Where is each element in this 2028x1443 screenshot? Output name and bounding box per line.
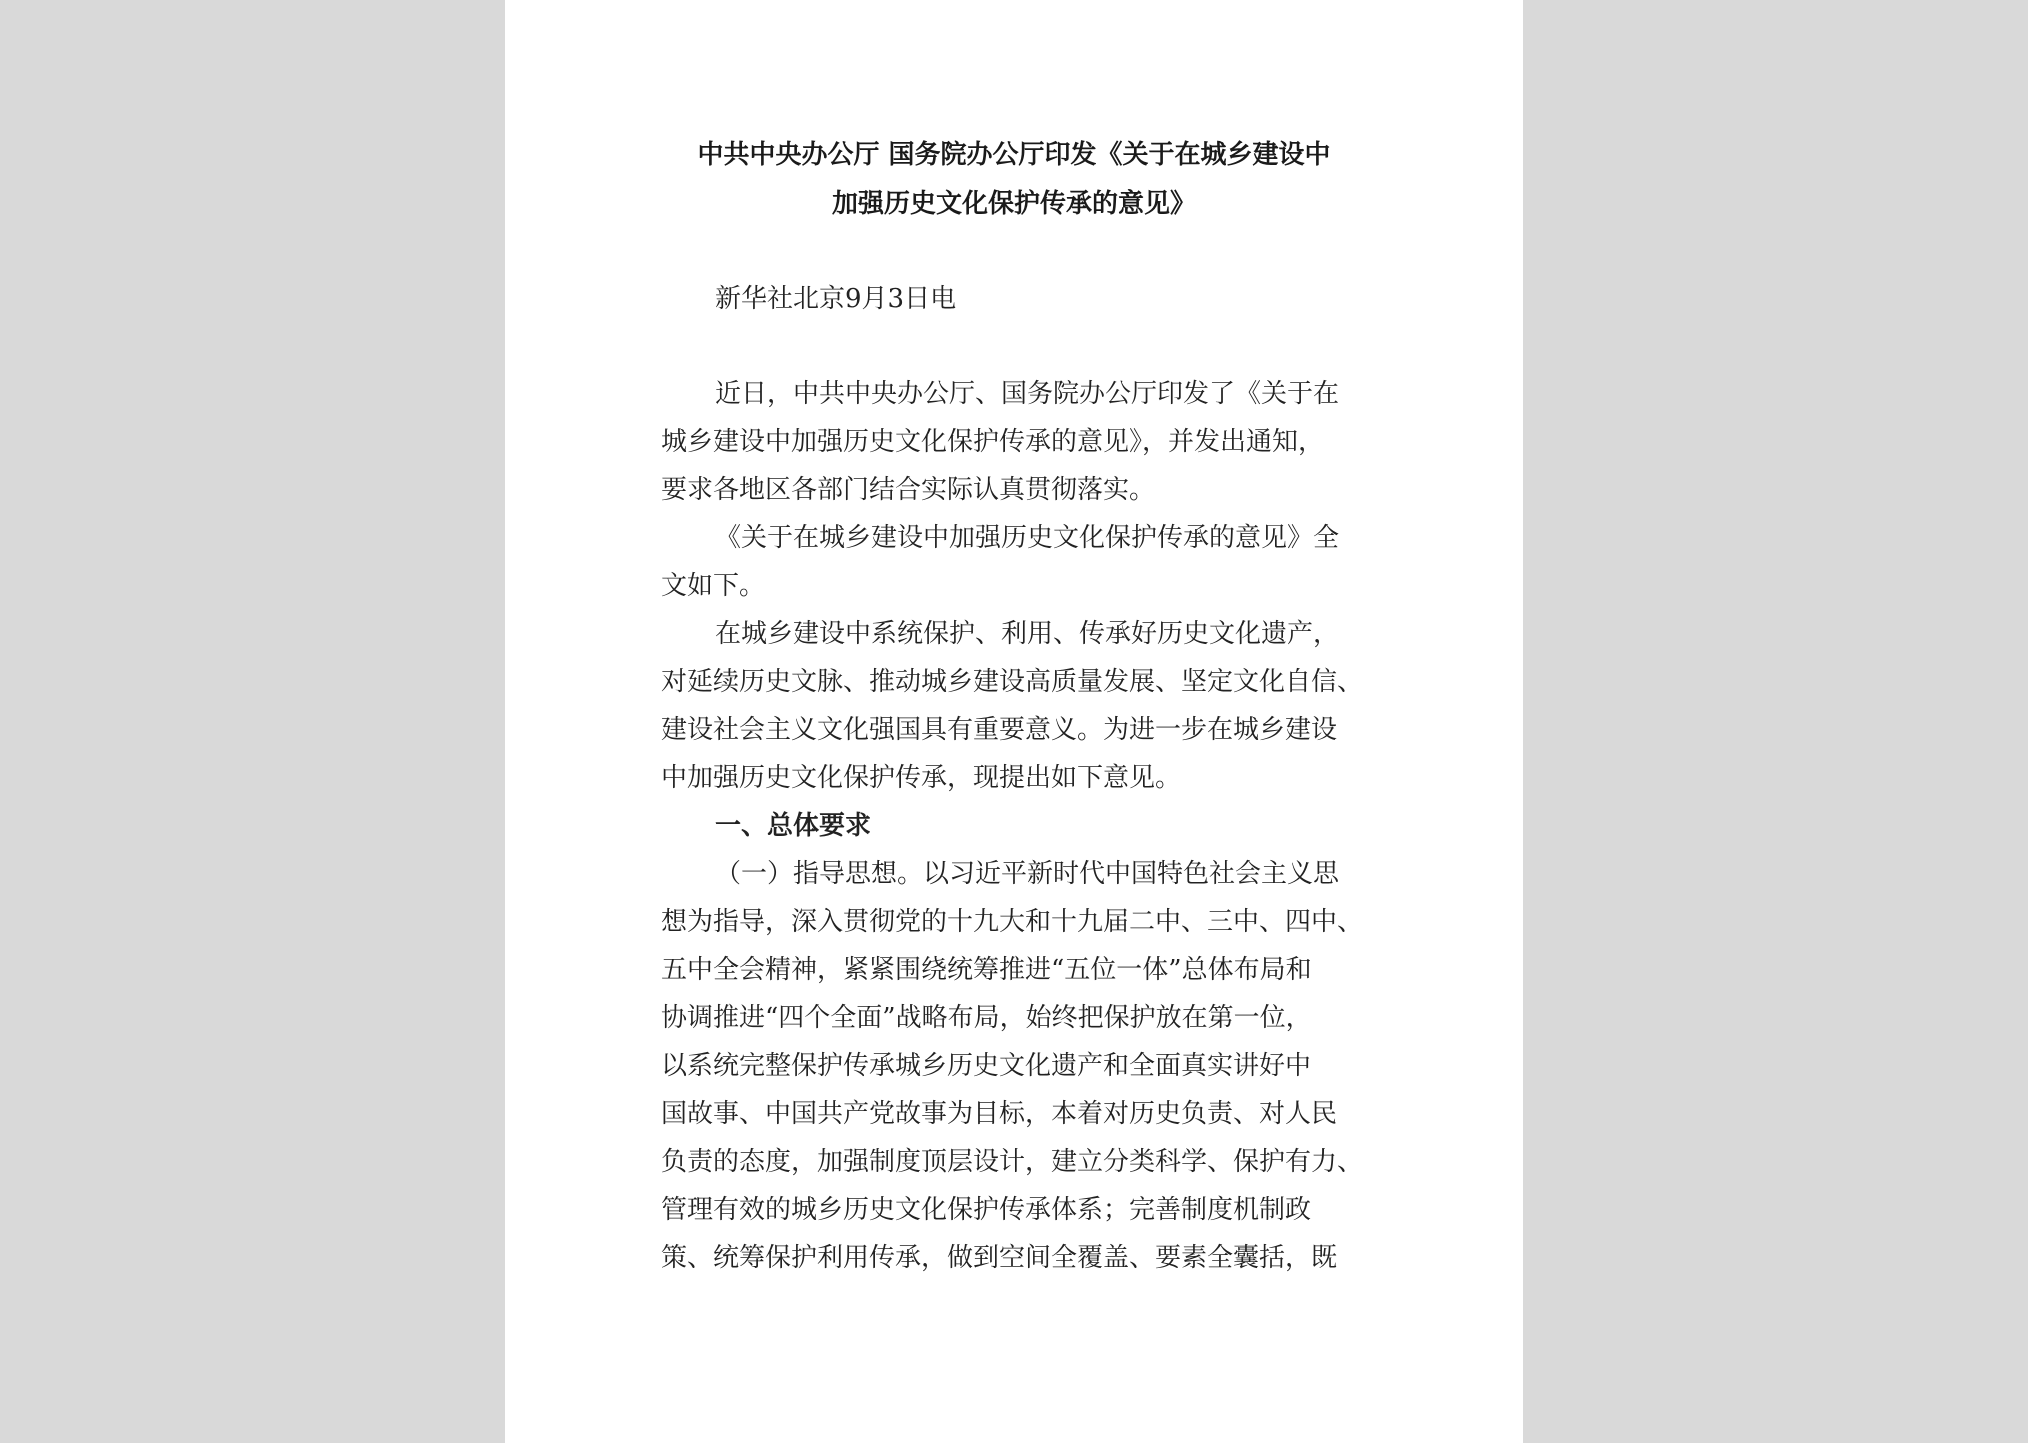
body-line: 协调推进“四个全面”战略布局，始终把保护放在第一位， (661, 1003, 1312, 1033)
body-line: 对延续历史文脉、推动城乡建设高质量发展、坚定文化自信、 (661, 667, 1364, 697)
body-line: 负责的态度，加强制度顶层设计，建立分类科学、保护有力、 (661, 1147, 1364, 1177)
document-title-line-2: 加强历史文化保护传承的意见》 (831, 189, 1196, 219)
body-line: 中加强历史文化保护传承，现提出如下意见。 (661, 763, 1182, 793)
document-page (505, 0, 1523, 1443)
body-line: 五中全会精神，紧紧围绕统筹推进“五位一体”总体布局和 (661, 955, 1312, 985)
dateline: 新华社北京9月3日电 (715, 284, 957, 314)
body-line: 管理有效的城乡历史文化保护传承体系；完善制度机制政 (661, 1195, 1312, 1225)
document-title-line-1: 中共中央办公厅 国务院办公厅印发《关于在城乡建设中 (697, 140, 1331, 170)
body-line: 在城乡建设中系统保护、利用、传承好历史文化遗产， (715, 619, 1340, 649)
body-line: 城乡建设中加强历史文化保护传承的意见》，并发出通知， (661, 427, 1325, 457)
body-line: 策、统筹保护利用传承，做到空间全覆盖、要素全囊括，既 (661, 1243, 1338, 1273)
body-line: 《关于在城乡建设中加强历史文化保护传承的意见》全 (715, 523, 1340, 553)
body-line: 要求各地区各部门结合实际认真贯彻落实。 (661, 475, 1156, 505)
body-line: 以系统完整保护传承城乡历史文化遗产和全面真实讲好中 (661, 1051, 1312, 1081)
body-line: 近日，中共中央办公厅、国务院办公厅印发了《关于在 (715, 379, 1340, 409)
section-heading: 一、总体要求 (715, 811, 872, 841)
body-line: 想为指导，深入贯彻党的十九大和十九届二中、三中、四中、 (661, 907, 1364, 937)
body-line: （一）指导思想。以习近平新时代中国特色社会主义思 (715, 859, 1340, 889)
body-line: 建设社会主义文化强国具有重要意义。为进一步在城乡建设 (661, 715, 1338, 745)
body-line: 国故事、中国共产党故事为目标，本着对历史负责、对人民 (661, 1099, 1338, 1129)
body-line: 文如下。 (661, 571, 766, 601)
